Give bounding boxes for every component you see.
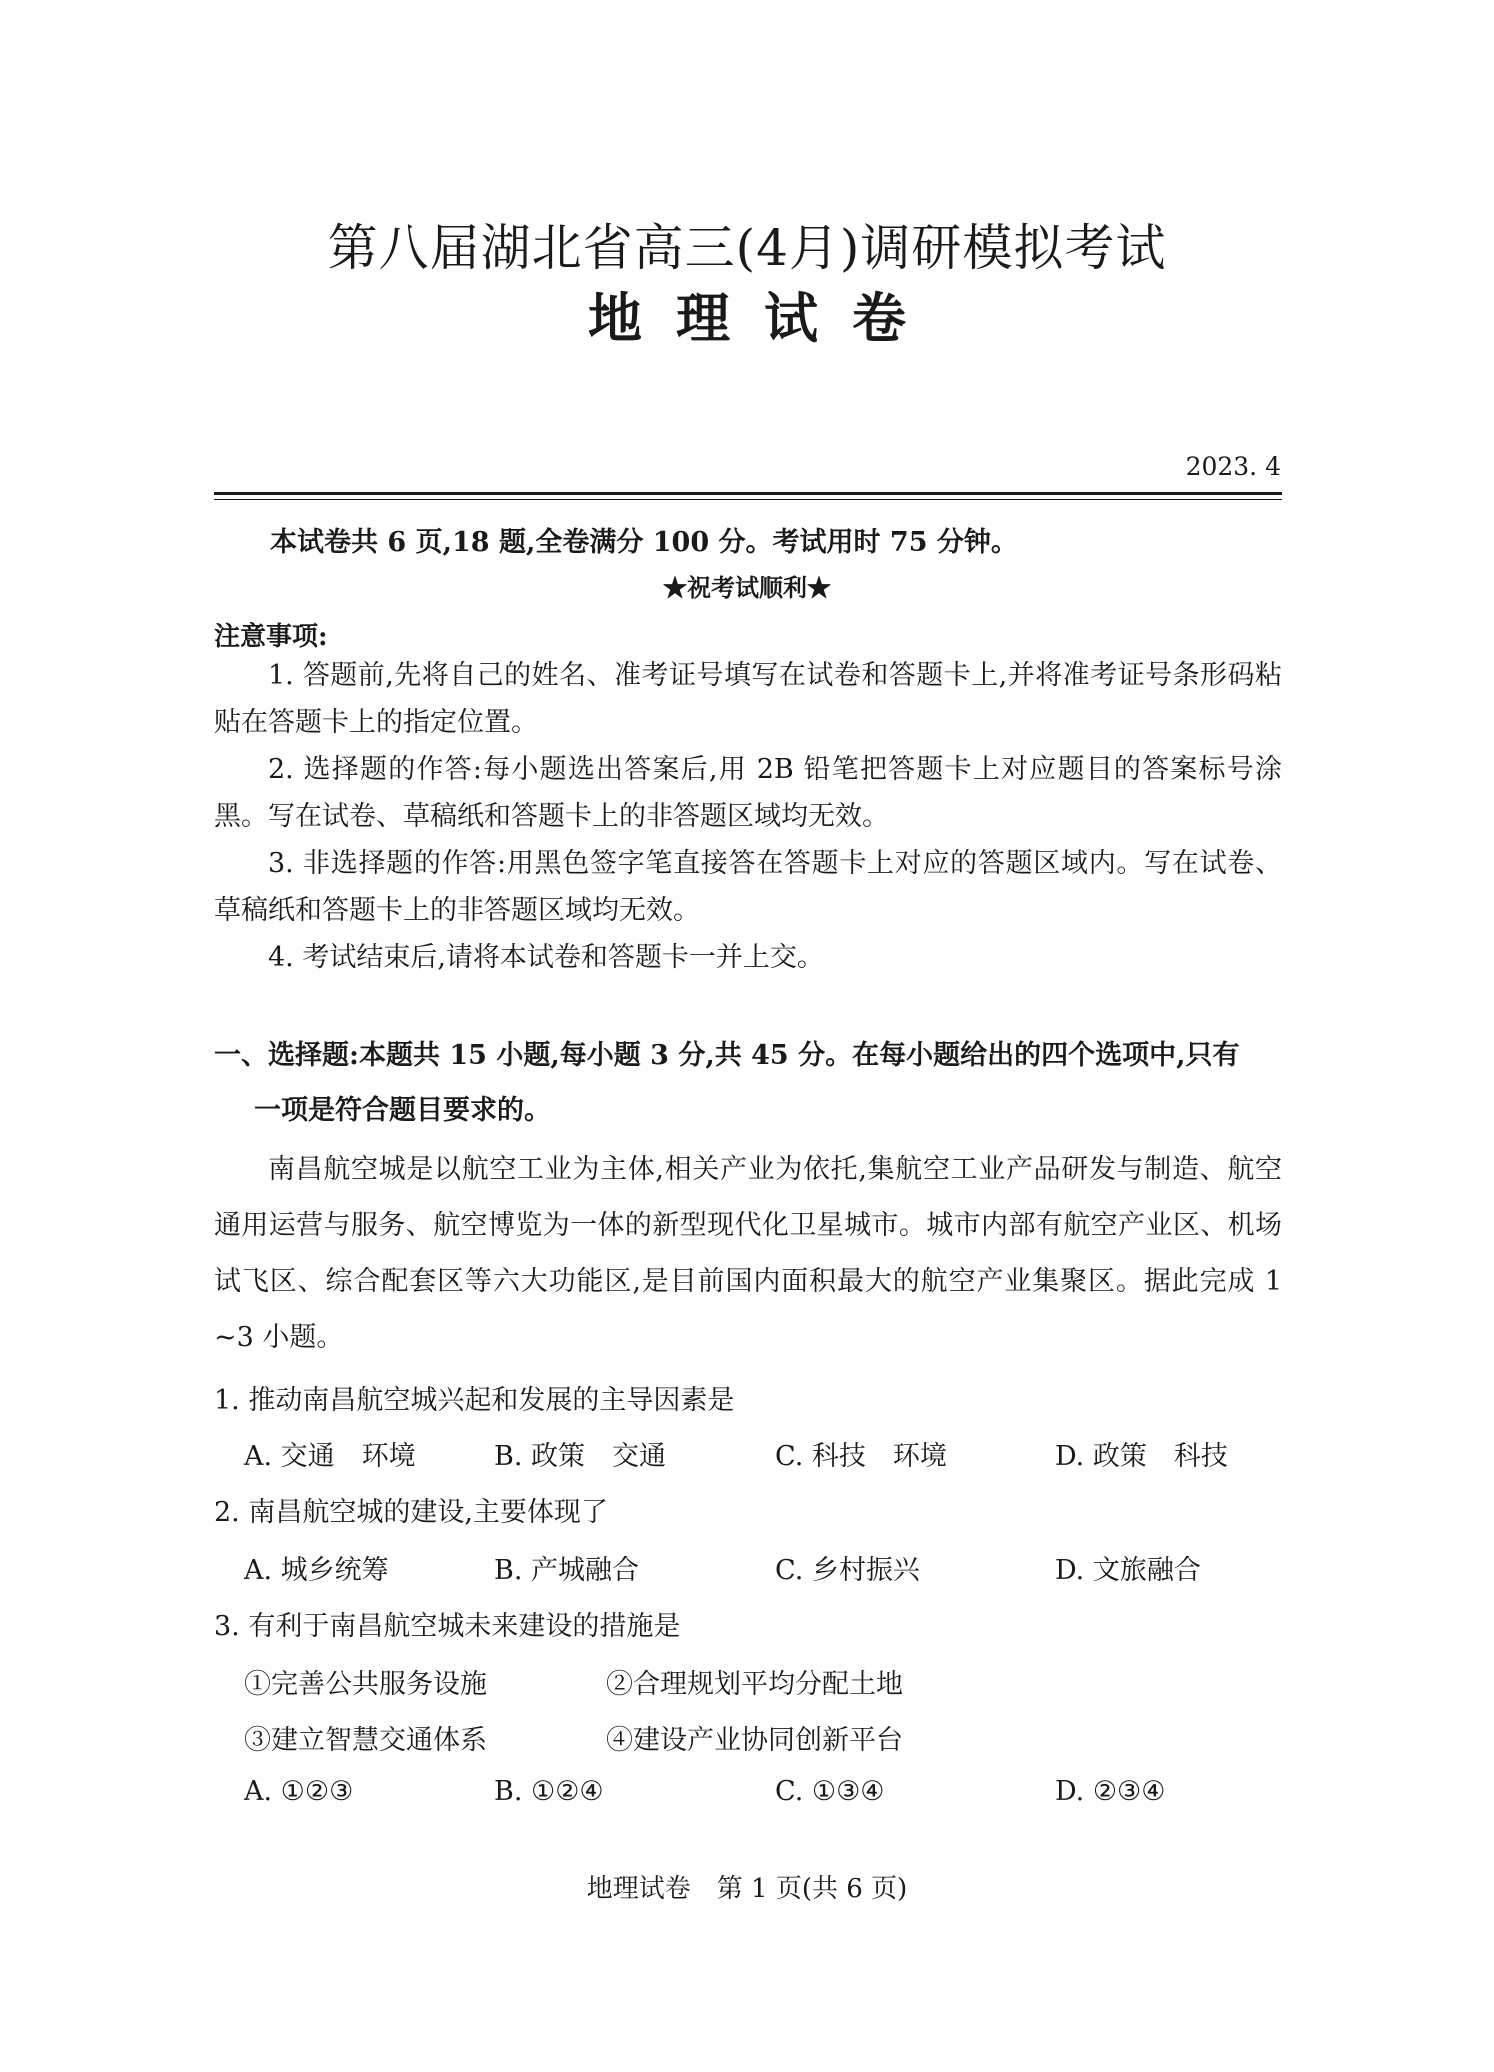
exam-date: 2023. 4 bbox=[1185, 452, 1281, 481]
note-item-1: 1. 答题前,先将自己的姓名、准考证号填写在试卷和答题卡上,并将准考证号条形码粘贴在答题卡上的指定位置。 bbox=[214, 660, 1282, 738]
note-item-4: 4. 考试结束后,请将本试卷和答题卡一并上交。 bbox=[268, 942, 824, 973]
question-3-stem: 3. 有利于南昌航空城未来建设的措施是 bbox=[214, 1611, 681, 1642]
question-1-option-c: C. 科技 环境 bbox=[775, 1441, 947, 1472]
question-3-statement-1: ①完善公共服务设施 bbox=[244, 1669, 487, 1700]
header-rule-thin bbox=[214, 499, 1282, 500]
question-1-option-a: A. 交通 环境 bbox=[244, 1441, 416, 1472]
question-3-option-c: C. ①③④ bbox=[775, 1776, 885, 1807]
exam-title: 第八届湖北省高三(4月)调研模拟考试 bbox=[327, 219, 1167, 277]
section-heading-line-2: 一项是符合题目要求的。 bbox=[254, 1095, 551, 1126]
question-2-stem: 2. 南昌航空城的建设,主要体现了 bbox=[214, 1497, 608, 1528]
exam-intro: 本试卷共 6 页,18 题,全卷满分 100 分。考试用时 75 分钟。 bbox=[270, 527, 1018, 558]
notes-title: 注意事项: bbox=[214, 622, 328, 652]
question-2-option-b: B. 产城融合 bbox=[494, 1555, 640, 1586]
exam-subject-title: 地理试卷 bbox=[588, 286, 940, 350]
question-2-option-d: D. 文旅融合 bbox=[1055, 1555, 1201, 1586]
question-3-statement-3: ③建立智慧交通体系 bbox=[244, 1725, 487, 1756]
question-3-option-d: D. ②③④ bbox=[1055, 1776, 1166, 1807]
question-3-statement-4: ④建设产业协同创新平台 bbox=[606, 1725, 903, 1756]
note-item-2: 2. 选择题的作答:每小题选出答案后,用 2B 铅笔把答题卡上对应题目的答案标号涂黑。写在试卷、草稿纸和答题卡上的非答题区域均无效。 bbox=[214, 754, 1282, 832]
question-2-option-c: C. 乡村振兴 bbox=[775, 1555, 920, 1586]
question-3-option-b: B. ①②④ bbox=[494, 1776, 604, 1807]
question-1-option-b: B. 政策 交通 bbox=[494, 1441, 667, 1472]
page-footer: 地理试卷 第 1 页(共 6 页) bbox=[586, 1874, 908, 1904]
note-item-3: 3. 非选择题的作答:用黑色签字笔直接答在答题卡上对应的答题区域内。写在试卷、草稿纸和答题卡上的非答题区域均无效。 bbox=[214, 848, 1282, 926]
question-1-option-d: D. 政策 科技 bbox=[1055, 1441, 1228, 1472]
question-1-stem: 1. 推动南昌航空城兴起和发展的主导因素是 bbox=[214, 1385, 735, 1416]
section-heading bbox=[214, 1028, 1282, 1138]
header-rule-thick bbox=[214, 492, 1282, 495]
question-2-option-a: A. 城乡统筹 bbox=[244, 1555, 389, 1586]
section-heading-line-1: 一、选择题:本题共 15 小题,每小题 3 分,共 45 分。在每小题给出的四个选项中,只有 bbox=[214, 1040, 1240, 1071]
question-3-option-a: A. ①②③ bbox=[244, 1776, 354, 1807]
question-3-statement-2: ②合理规划平均分配土地 bbox=[606, 1669, 903, 1700]
reading-passage: 南昌航空城是以航空工业为主体,相关产业为依托,集航空工业产品研发与制造、航空通用运营与服务、航空博览为一体的新型现代化卫星城市。城市内部有航空产业区、机场试飞区、综合配套区等六大功能区,是目前国内面积最大的航空产业集聚区。据此完成 1 ~3 小题。 bbox=[214, 1154, 1282, 1353]
good-luck-banner: ★祝考试顺利★ bbox=[663, 573, 831, 602]
